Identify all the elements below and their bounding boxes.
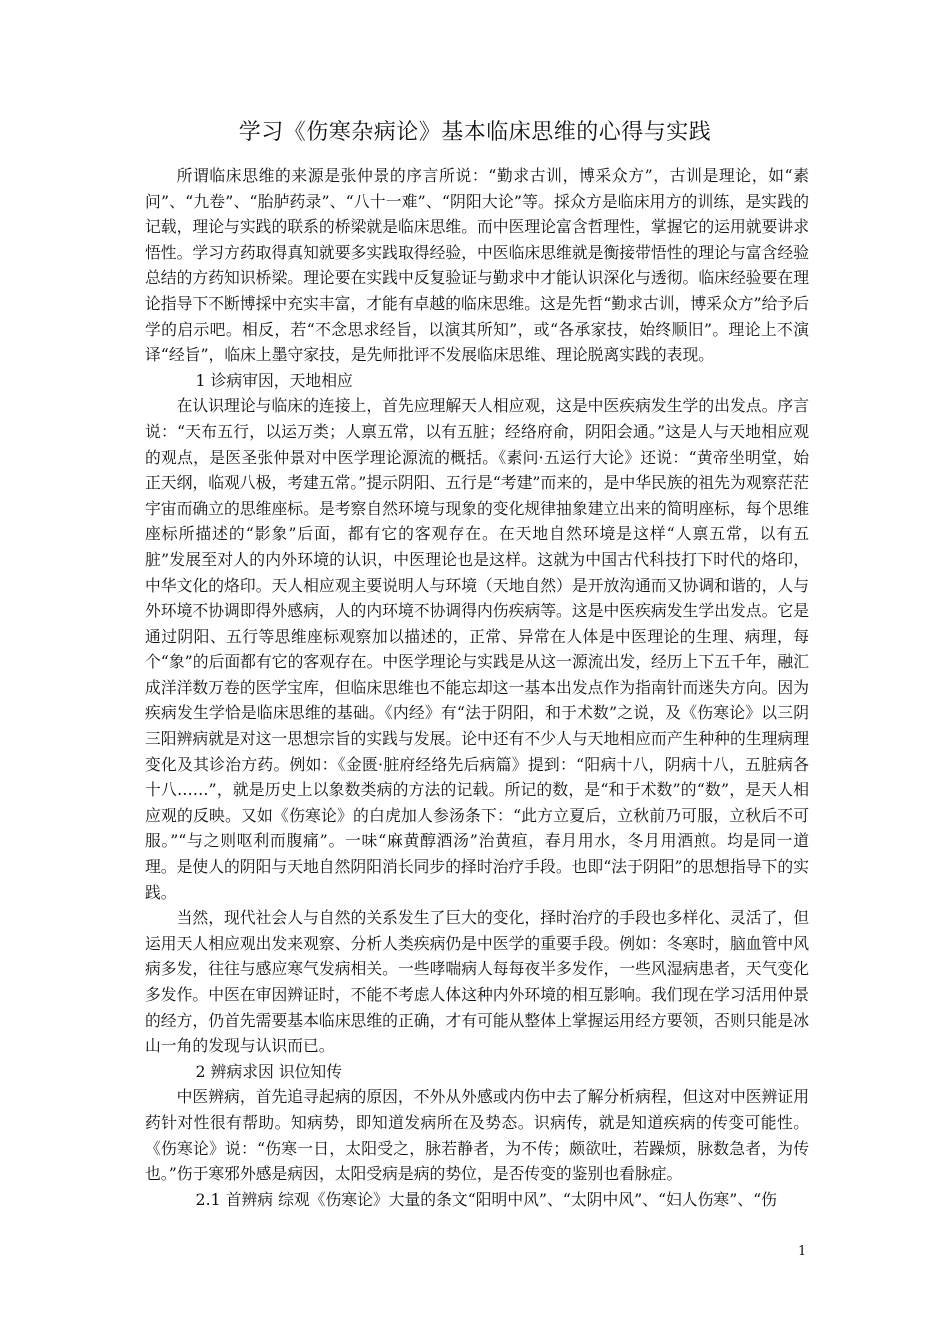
- document-title: 学习《伤寒杂病论》基本临床思维的心得与实践: [238, 120, 712, 145]
- paragraph-section-2: 中医辨病，首先追寻起病的原因，不外从外感或内伤中去了解分析病程，但这对中医辨证用药针对性很有帮助。知病势，即知道发病所在及势态。识病传，就是知道疾病的传变可能性。《伤寒论》说：“伤寒一日，太阳受之，脉若静者，为不传；颇欲吐，若躁烦，脉数急者，为传也。”伤于寒邪外感是病因，太阳受病是病的势位，是否传变的鉴别也看脉症。: [145, 1087, 809, 1184]
- section-heading-2: 2 辨病求因 识位知传: [195, 1061, 343, 1081]
- document-body: [145, 163, 809, 1212]
- paragraph-intro: 所谓临床思维的来源是张仲景的序言所说：“勤求古训，博采众方”，古训是理论，如“素问”、“九卷”、“胎胪药录”、“八十一难”、“阴阳大论”等。採众方是临床用方的训练，是实践的记载，理论与实践的联系的桥梁就是临床思维。而中医理论富含哲理性，掌握它的运用就要讲求悟性。学习方药取得真知就要多实践取得经验，中医临床思维就是衡接带悟性的理论与富含经验总结的方药知识桥梁。理论要在实践中反复验证与勤求中才能认识深化与透彻。临床经验要在理论指导下不断博採中充实丰富，才能有卓越的临床思维。这是先哲“勤求古训，博采众方”给予后学的启示吧。相反，若“不念思求经旨，以演其所知”，或“各承家技，始终顺旧”。理论上不演译“经旨”，临床上墨守家技，是先师批评不发展临床思维、理论脱离实践的表现。: [145, 166, 809, 365]
- section-heading-1: 1 诊病审因，天地相应: [195, 370, 353, 390]
- paragraph-section-1: 在认识理论与临床的连接上，首先应理解天人相应观，这是中医疾病发生学的出发点。序言说：“天布五行，以运万类；人禀五常，以有五脏；经络府俞，阴阳会通。”这是人与天地相应观的观点，是医圣张仲景对中医学理论源流的概括。《素问·五运行大论》还说：“黄帝坐明堂，始正天纲，临观八极，考建五常。”提示阴阳、五行是“考建”而来的，是中华民族的祖先为观察茫茫宇宙而确立的思维座标。是考察自然环境与现象的变化规律抽象建立出来的简明座标，每个思维座标所描述的“影象”后面，都有它的客观存在。在天地自然环境是这样“人禀五常，以有五脏”发展至对人的内外环境的认识，中医理论也是这样。这就为中国古代科技打下时代的烙印，中华文化的烙印。天人相应观主要说明人与环境（天地自然）是开放沟通而又协调和谐的，人与外环境不协调即得外感病，人的内环境不协调得内伤疾病等。这是中医疾病发生学出发点。它是通过阴阳、五行等思维座标观察加以描述的，正常、异常在人体是中医理论的生理、病理，每个“象”的后面都有它的客观存在。中医学理论与实践是从这一源流出发，经历上下五千年，融汇成洋洋数万卷的医学宝库，但临床思维也不能忘却这一基本出发点作为指南针而迷失方向。因为疾病发生学恰是临床思维的基础。《内经》有“法于阴阳，和于术数”之说，及《伤寒论》以三阴三阳辨病就是对这一思想宗旨的实践与发展。论中还有不少人与天地相应而产生种种的生理病理变化及其诊治方药。例如：《金匮·脏府经络先后病篇》提到：“阳病十八，阴病十八，五脏病各十八……”，就是历史上以象数类病的方法的记载。所记的数，是“和于术数”的“数”，是天人相应观的反映。又如《伤寒论》的白虎加人参汤条下：“此方立夏后，立秋前乃可服，立秋后不可服。”“与之则呕利而腹痛”。一味“麻黄醇酒汤”治黄疸，春月用水，冬月用酒煎。均是同一道理。是使人的阴阳与天地自然阴阳消长同步的择时治疗手段。也即“法于阴阳”的思想指导下的实践。: [145, 396, 810, 902]
- paragraph-section-1-continued: 当然，现代社会人与自然的关系发生了巨大的变化，择时治疗的手段也多样化、灵活了，但运用天人相应观出发来观察、分析人类疾病仍是中医学的重要手段。例如：冬寒时，脑血管中风病多发，往往与感应寒气发病相关。一些哮喘病人每每夜半多发作，一些风湿病患者，天气变化多发作。中医在审因辨证时，不能不考虑人体这种内外环境的相互影响。我们现在学习活用仲景的经方，仍首先需要基本临床思维的正确，才有可能从整体上掌握运用经方要领，否则只能是冰山一角的发现与认识而已。: [145, 908, 809, 1056]
- page-number: 1: [798, 1244, 807, 1259]
- subsection-heading-2-1: 2.1 首辨病 综观《伤寒论》大量的条文“阳明中风”、“太阴中风”、“妇人伤寒”、“伤: [195, 1189, 777, 1209]
